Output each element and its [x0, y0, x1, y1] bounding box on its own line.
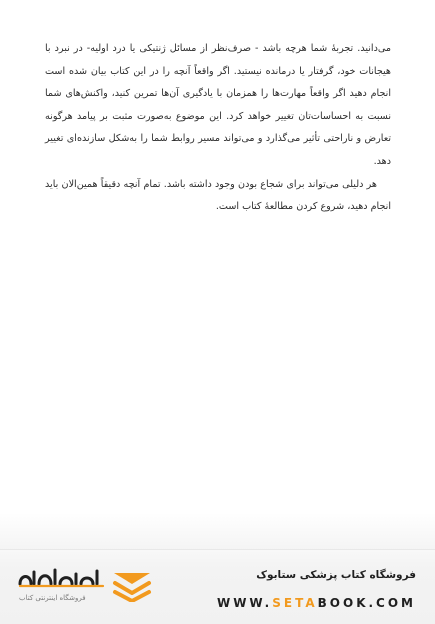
setabook-wordmark-icon [17, 566, 105, 592]
url-suffix: BOOK.COM [317, 596, 416, 610]
store-url-link[interactable] [217, 596, 416, 610]
url-accent: SETA [272, 596, 318, 610]
footer-shadow [0, 512, 435, 550]
paragraph-2: هر دلیلی می‌تواند برای شجاع بودن وجود داشته باشد. تمام آنچه دقیقاً همین‌الان باید انجام دهید، شروع کردن مطالعهٔ کتاب است. [45, 178, 391, 213]
url-prefix: WWW. [216, 596, 273, 610]
setabook-logo[interactable] [17, 566, 175, 610]
logo-subtitle: فروشگاه اینترنتی کتاب [19, 594, 86, 602]
paragraph-1: می‌دانید. تجربهٔ شما هرچه باشد - صرف‌نظر از مسائل ژنتیکی یا درد اولیه- در نبرد با هیجانات خود، گرفتار یا درمانده نیستید. اگر واقعاً آنچه را در این کتاب بیان شده است انجام دهید اگر واقعاً مهارت‌ها را همزمان با یادگیری آن‌ها تمرین کنید، واکنش‌های شما نسبت به احساسات‌تان تغییر خواهد کرد. این موضوع به‌صورت مثبت بر پیامد هرگونه تعارض و ناراحتی تأثیر می‌گذارد و می‌تواند مسیر روابط شما را به‌شکل سازنده‌ای تغییر دهد. [45, 43, 391, 167]
page-text [45, 38, 391, 219]
store-footer [0, 549, 435, 624]
store-title: فروشگاه کتاب پزشکی ستابوک [256, 569, 416, 581]
